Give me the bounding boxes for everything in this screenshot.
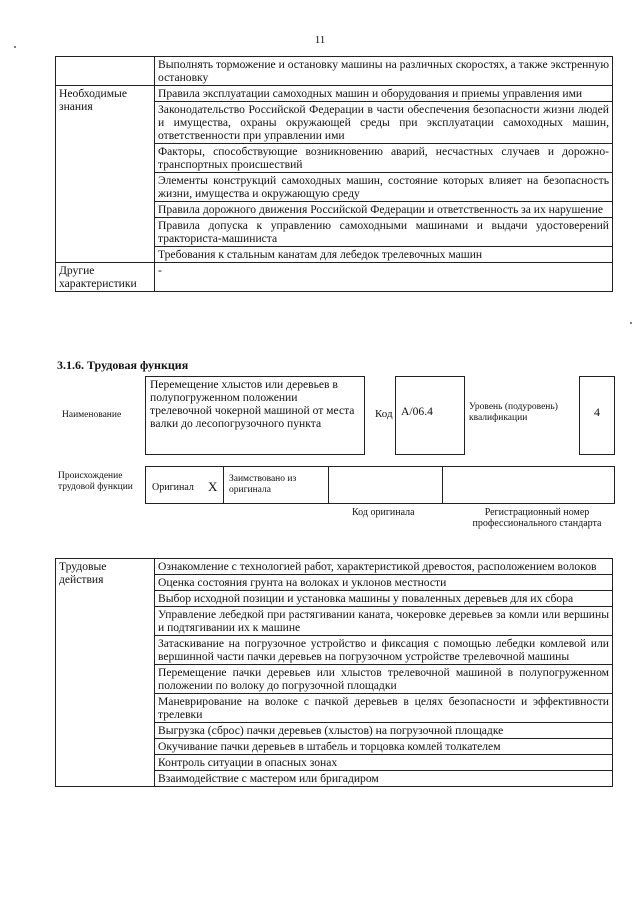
knowledge-item: Правила эксплуатации самоходных машин и оборудования и приемы управления ими xyxy=(155,86,613,102)
knowledge-item: Правила дорожного движения Российской Федерации и ответственность за их нарушение xyxy=(155,202,613,218)
actions-label: Трудовые действия xyxy=(56,559,155,787)
table-row xyxy=(56,559,613,575)
empty-label-cell xyxy=(56,57,155,86)
name-box xyxy=(145,376,365,455)
origin-row xyxy=(145,466,615,504)
action-item: Контроль ситуации в опасных зонах xyxy=(155,755,613,771)
origin-label: Происхождение трудовой функции xyxy=(58,471,133,492)
knowledge-label: Необходимые знания xyxy=(56,86,155,263)
name-label: Наименование xyxy=(62,410,122,420)
level-label: Уровень (подуровень) квалификации xyxy=(469,402,558,423)
code-box xyxy=(395,376,465,455)
level-box xyxy=(579,376,615,455)
original-label: Оригинал xyxy=(152,482,194,493)
action-item: Окучивание пачки деревьев в штабель и торцовка комлей толкателем xyxy=(155,739,613,755)
scan-speck xyxy=(630,322,632,324)
knowledge-item: Факторы, способствующие возникновению аварий, несчастных случаев и дорожно-транспортных происшествий xyxy=(155,144,613,173)
code-value: А/06.4 xyxy=(401,405,433,418)
action-item: Маневрирование на волоке с пачкой деревьев в целях безопасности и эффективности трелевки xyxy=(155,694,613,723)
action-item: Взаимодействие с мастером или бригадиром xyxy=(155,771,613,787)
table-row xyxy=(56,86,613,102)
level-value: 4 xyxy=(594,405,600,419)
knowledge-item: Элементы конструкций самоходных машин, состояние которых влияет на безопасность жизни, имущества и окружающую среду xyxy=(155,173,613,202)
knowledge-item: Требования к стальным канатам для лебедок трелевочных машин xyxy=(155,247,613,263)
divider xyxy=(328,467,329,503)
borrowed-label: Заимствовано из оригинала xyxy=(229,474,297,495)
action-item: Выгрузка (сброс) пачки деревьев (хлыстов) на погрузочной площадке xyxy=(155,723,613,739)
scan-speck xyxy=(14,46,16,48)
action-item: Ознакомление с технологией работ, характеристикой древостоя, расположением волоков xyxy=(155,559,613,575)
knowledge-item: Правила допуска к управлению самоходными машинами и выдачи удостоверений тракториста-машиниста xyxy=(155,218,613,247)
knowledge-item: Законодательство Российской Федерации в части обеспечения безопасности жизни людей и имущества, охраны окружающей среды при эксплуатации самоходных машин, ответственности при управлении ими xyxy=(155,102,613,144)
page-number: 11 xyxy=(314,34,326,46)
actions-table xyxy=(55,558,613,787)
divider xyxy=(442,467,443,503)
action-item: Перемещение пачки деревьев или хлыстов трелевочной машиной в полупогруженном положении по волоку до погрузочной площадки xyxy=(155,665,613,694)
table-row xyxy=(56,263,613,292)
code-label: Код xyxy=(375,408,393,420)
section-title: 3.1.6. Трудовая функция xyxy=(57,358,189,372)
code-original-caption: Код оригинала xyxy=(352,507,415,518)
original-mark: X xyxy=(208,479,218,494)
other-value: - xyxy=(155,263,613,292)
other-label: Другие характеристики xyxy=(56,263,155,292)
knowledge-table xyxy=(55,56,613,292)
name-value: Перемещение хлыстов или деревьев в полупогруженном положении трелевочной чокерной машиной от места валки до лесопогрузочного пункта xyxy=(150,378,355,430)
skill-cell: Выполнять торможение и остановку машины на различных скоростях, а также экстренную остановку xyxy=(155,57,613,86)
table-row xyxy=(56,57,613,86)
action-item: Оценка состояния грунта на волоках и уклонов местности xyxy=(155,575,613,591)
action-item: Затаскивание на погрузочное устройство и фиксация с помощью лебедки комлевой или вершинной части пачки деревьев на погрузочном устройстве трелевочной машины xyxy=(155,636,613,665)
divider xyxy=(223,467,224,503)
action-item: Выбор исходной позиции и установка машины у поваленных деревьев для их сбора xyxy=(155,591,613,607)
reg-number-caption: Регистрационный номер профессионального стандарта xyxy=(472,507,602,529)
action-item: Управление лебедкой при растягивании каната, чокеровке деревьев за комли или вершины и подтягивании их к машине xyxy=(155,607,613,636)
